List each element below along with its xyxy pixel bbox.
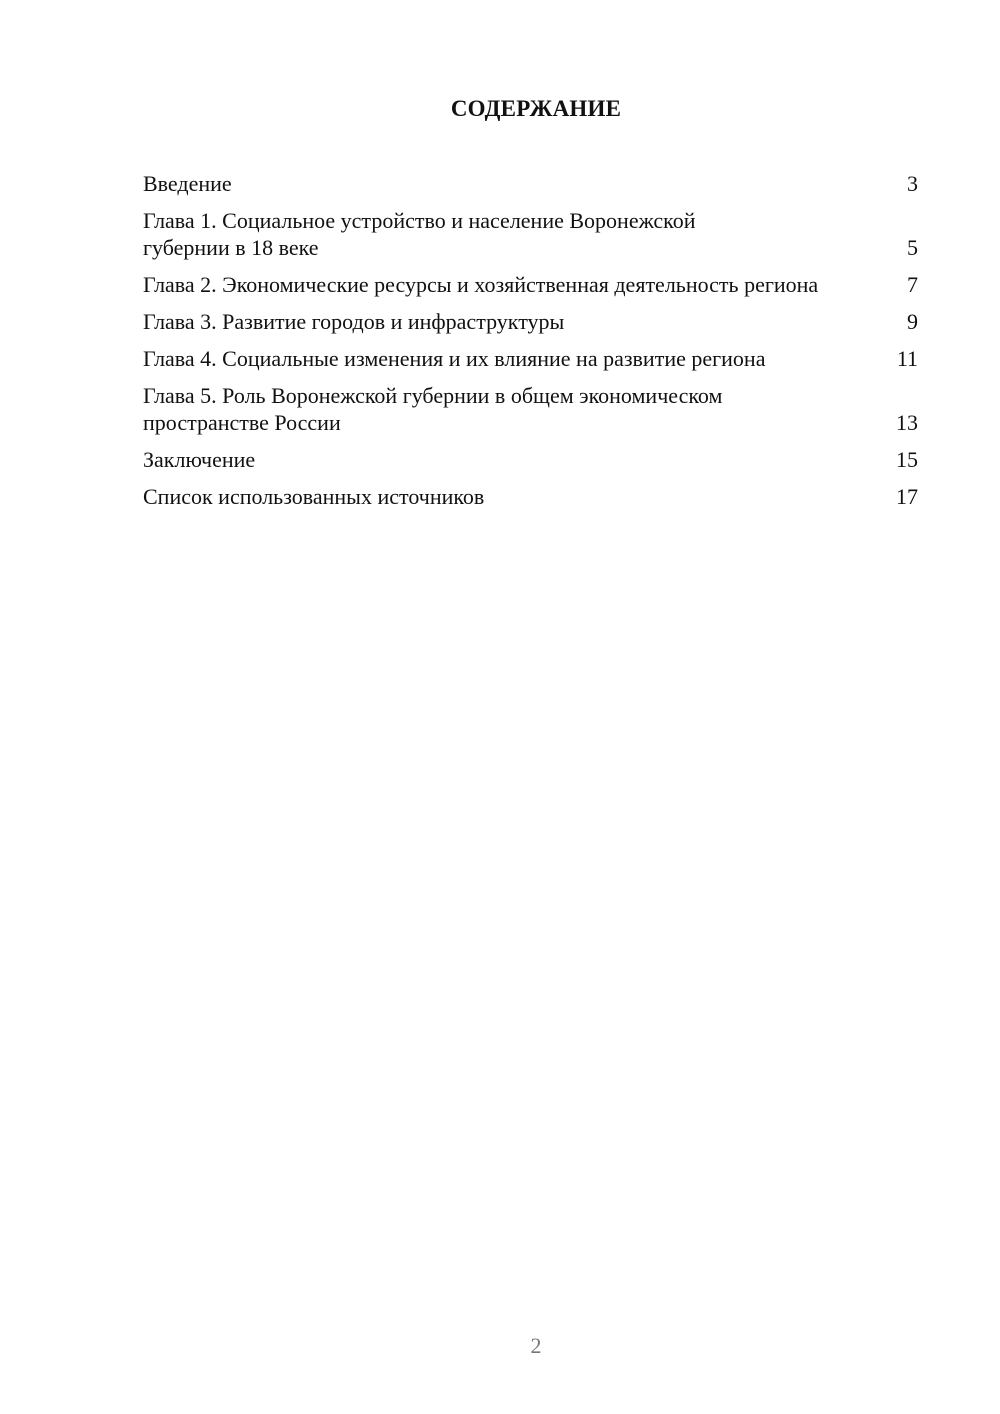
toc-item-page: 11 [896,346,918,371]
toc-item-page: 13 [896,410,918,435]
toc-item-chapter-5[interactable] [143,382,918,436]
table-of-contents [143,170,918,520]
toc-item-page: 17 [896,484,918,509]
toc-item-page: 5 [907,235,918,260]
toc-item-chapter-4[interactable] [143,345,918,372]
toc-item-title: Глава 5. Роль Воронежской губернии в общем экономическом пространстве России [143,383,723,435]
toc-item-title: Глава 1. Социальное устройство и население Воронежской губернии в 18 веке [143,208,696,260]
toc-item-title: Список использованных источников [143,484,485,509]
toc-item-introduction[interactable] [143,170,918,197]
toc-item-page: 9 [907,309,918,334]
toc-item-page: 7 [907,272,918,297]
toc-item-title: Заключение [143,447,256,472]
toc-item-title: Глава 3. Развитие городов и инфраструктуры [143,309,565,334]
toc-item-title: Глава 2. Экономические ресурсы и хозяйственная деятельность региона [143,272,819,297]
toc-item-conclusion[interactable] [143,446,918,473]
toc-item-chapter-3[interactable] [143,308,918,335]
toc-item-references[interactable] [143,483,918,510]
toc-item-chapter-1[interactable] [143,207,918,261]
toc-item-title: Глава 4. Социальные изменения и их влияние на развитие региона [143,346,766,371]
toc-item-page: 3 [907,171,918,196]
toc-item-chapter-2[interactable] [143,271,918,298]
toc-item-title: Введение [143,171,232,196]
toc-item-page: 15 [896,447,918,472]
page-number: 2 [530,1333,542,1358]
toc-heading: СОДЕРЖАНИЕ [450,96,622,121]
